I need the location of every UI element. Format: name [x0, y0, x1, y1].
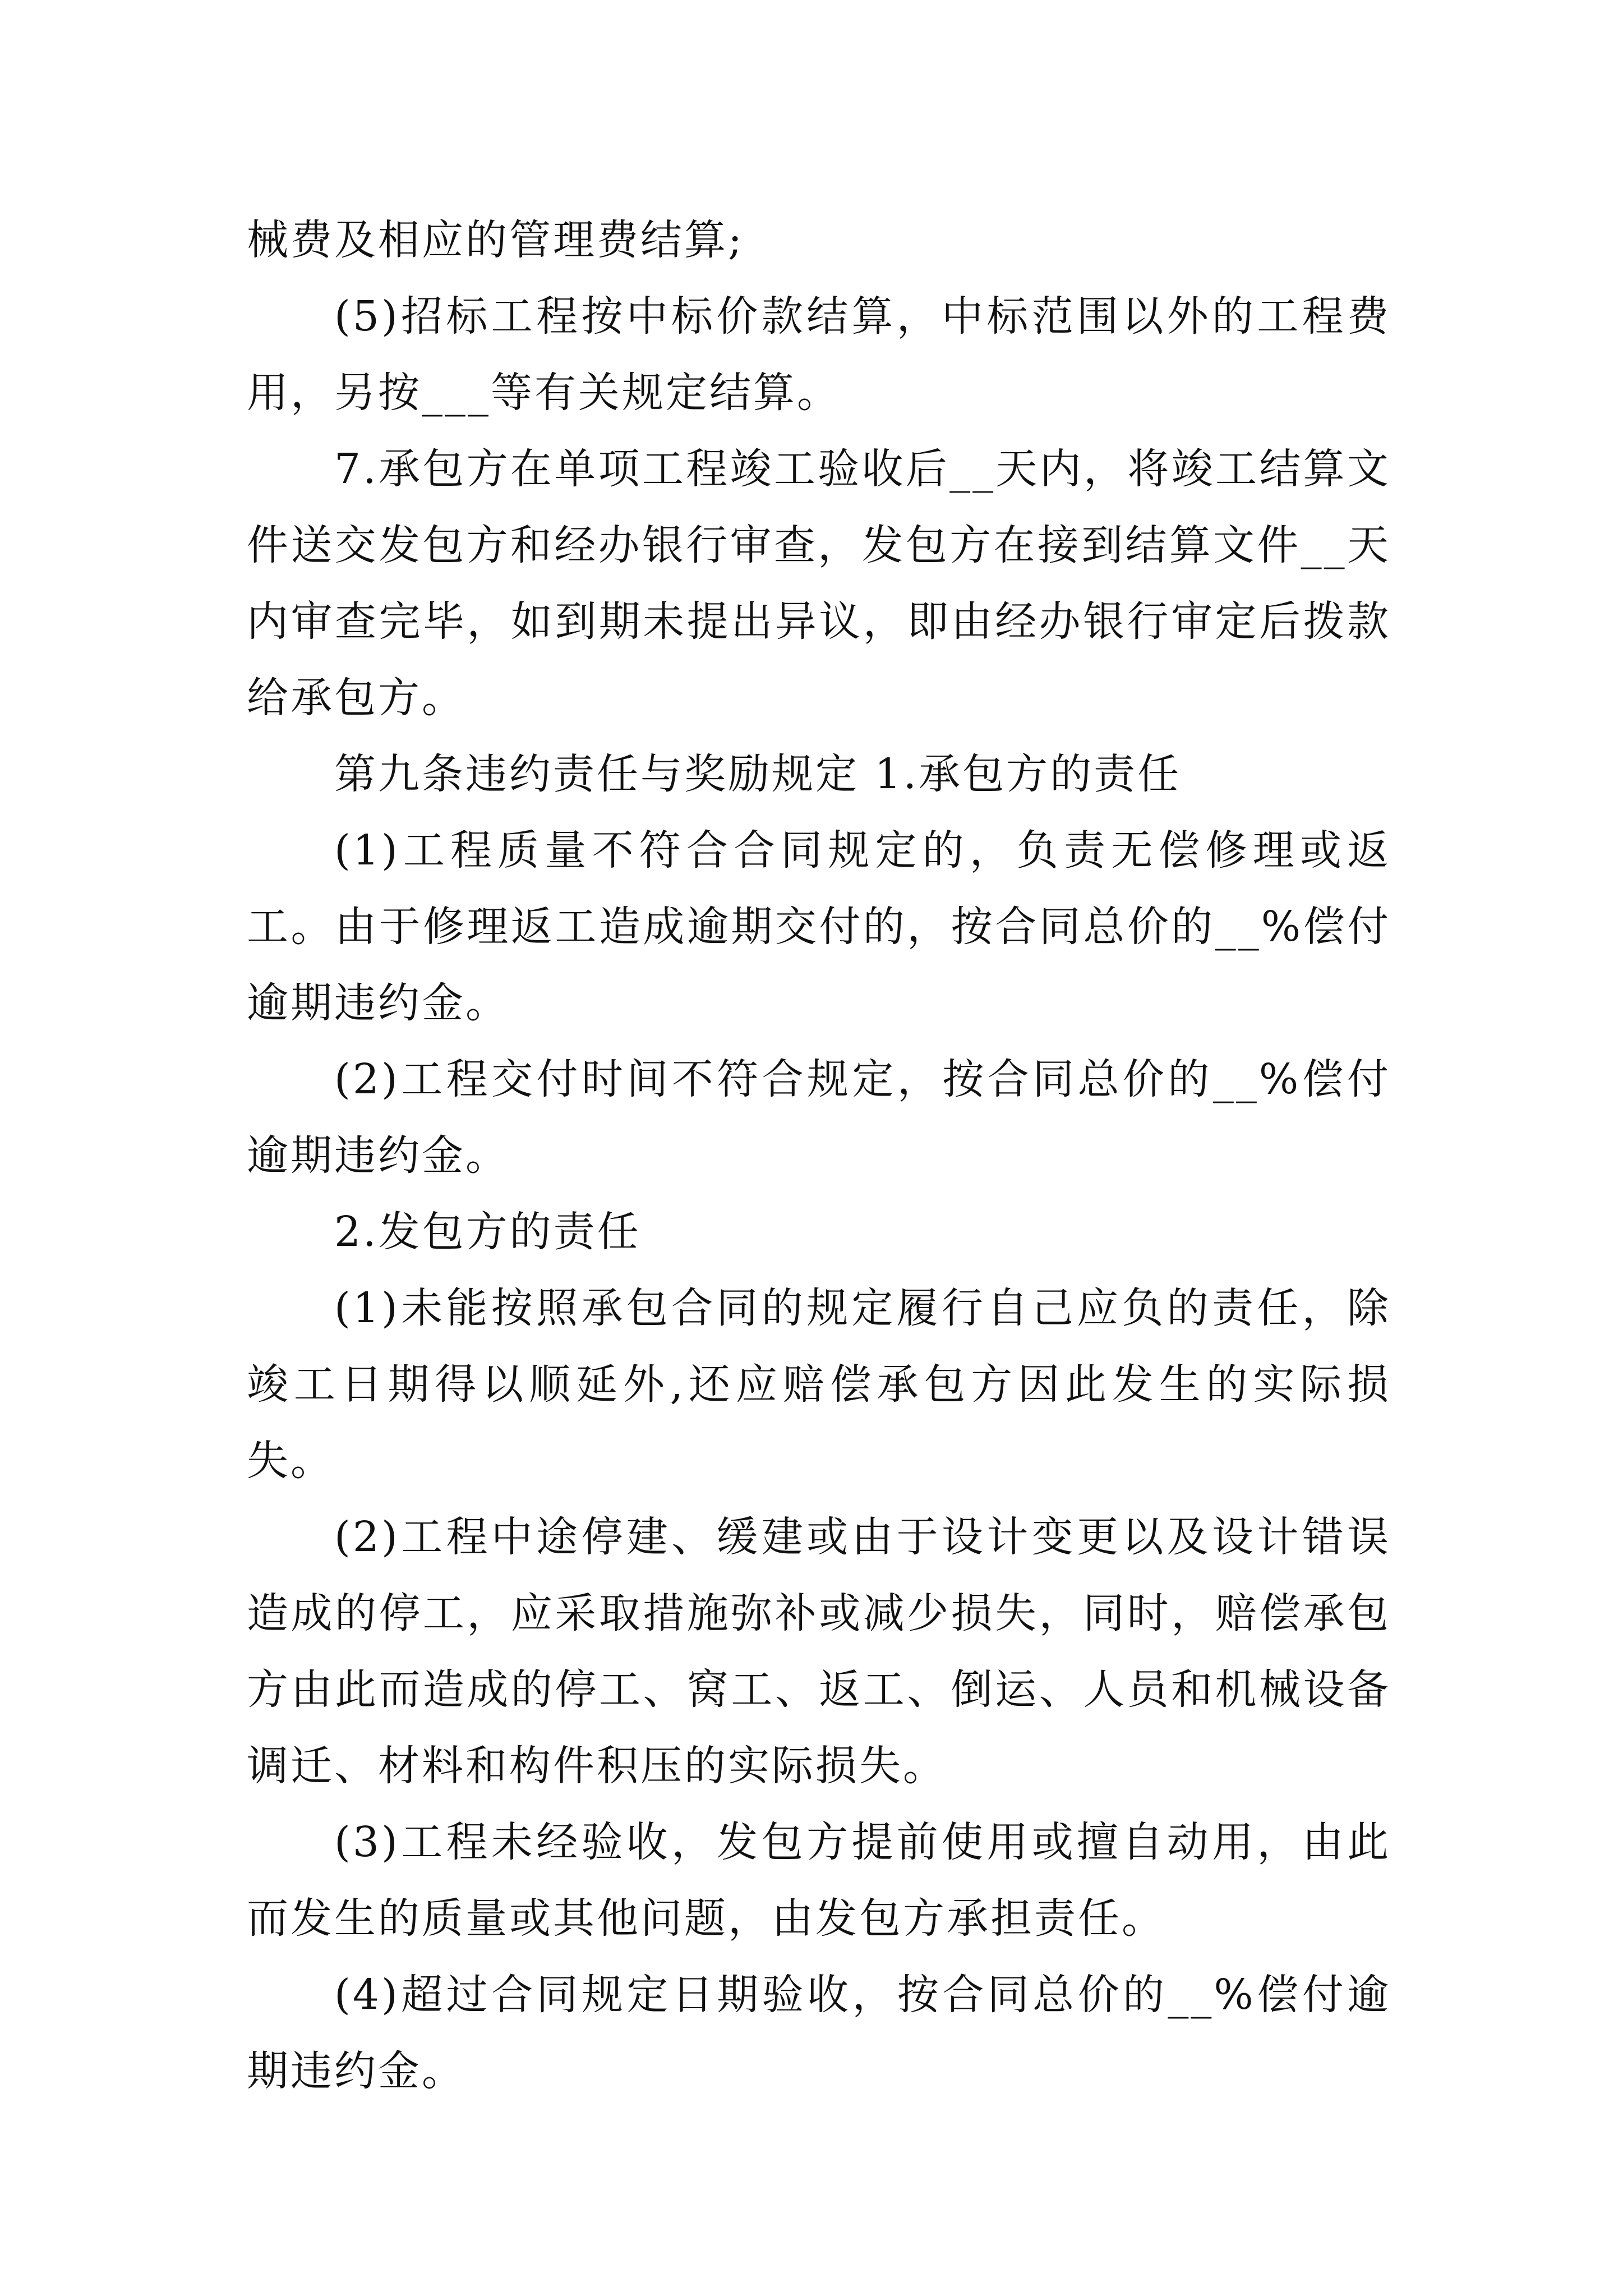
paragraph-settlement-fees: 械费及相应的管理费结算; [247, 216, 744, 264]
document-body [247, 202, 1391, 2109]
paragraph-employer-item-2: (2)工程中途停建、缓建或由于设计变更以及设计错误造成的停工，应采取措施弥补或减少损失，同时，赔偿承包方由此而造成的停工、窝工、返工、倒运、人员和机械设备调迁、材料和构件积压的实际损失。 [247, 1513, 1391, 1790]
paragraph-employer-item-1: (1)未能按照承包合同的规定履行自己应负的责任，除竣工日期得以顺延外,还应赔偿承包方因此发生的实际损失。 [247, 1284, 1391, 1485]
paragraph-employer-item-3: (3)工程未经验收，发包方提前使用或擅自动用，由此而发生的质量或其他问题，由发包方承担责任。 [247, 1818, 1391, 1943]
paragraph-item-5-bid-settlement: (5)招标工程按中标价款结算，中标范围以外的工程费用，另按___等有关规定结算。 [247, 292, 1391, 417]
paragraph-item-7-final-settlement: 7.承包方在单项工程竣工验收后__天内，将竣工结算文件送交发包方和经办银行审查，发包方在接到结算文件__天内审查完毕，如到期未提出异议，即由经办银行审定后拨款给承包方。 [247, 445, 1391, 722]
paragraph-contractor-item-2: (2)工程交付时间不符合规定，按合同总价的__%偿付逾期违约金。 [247, 1055, 1391, 1180]
paragraph-employer-item-4: (4)超过合同规定日期验收，按合同总价的__%偿付逾期违约金。 [247, 1971, 1391, 2095]
paragraph-contractor-item-1: (1)工程质量不符合合同规定的，负责无偿修理或返工。由于修理返工造成逾期交付的，按合同总价的__%偿付逾期违约金。 [247, 826, 1391, 1027]
paragraph-employer-heading: 2.发包方的责任 [334, 1208, 641, 1256]
paragraph-article-9-heading: 第九条违约责任与奖励规定 1.承包方的责任 [334, 750, 1182, 798]
